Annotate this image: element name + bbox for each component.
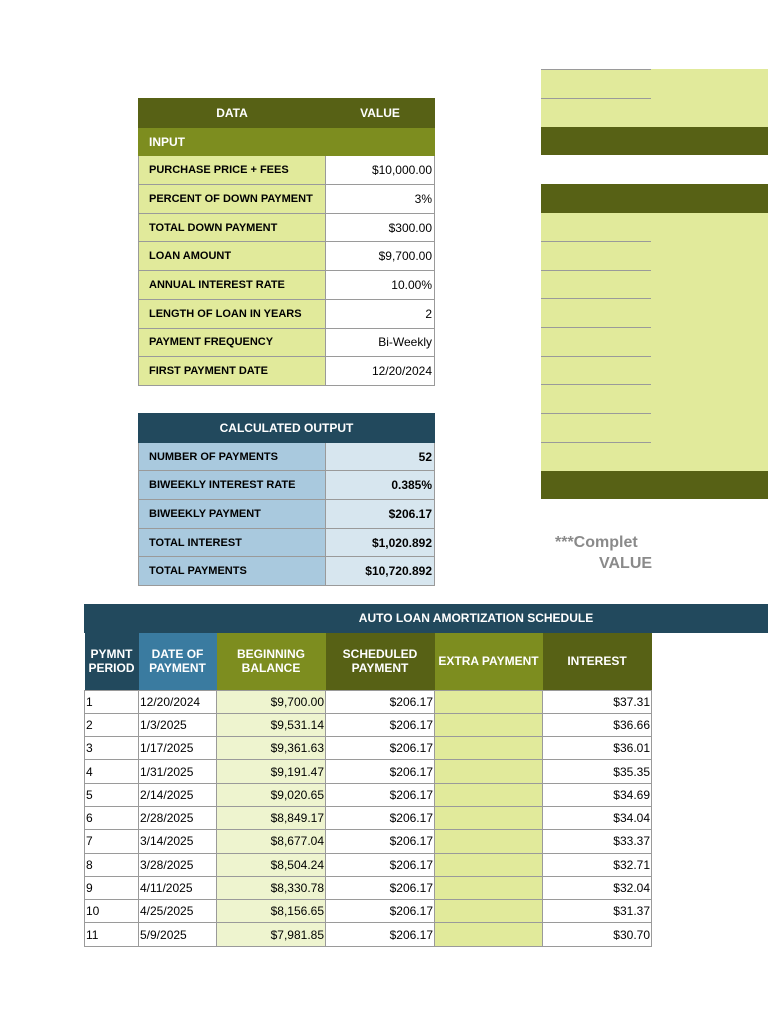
cell-sched: $206.17 bbox=[326, 713, 435, 736]
output-table-header bbox=[139, 414, 435, 443]
cell-date: 1/3/2025 bbox=[139, 713, 217, 736]
input-row bbox=[139, 271, 435, 300]
table-row bbox=[85, 713, 652, 736]
input-row bbox=[139, 299, 435, 328]
cell-extra[interactable] bbox=[435, 900, 543, 923]
col-header-date: DATE OF PAYMENT bbox=[139, 633, 217, 690]
cell-extra[interactable] bbox=[435, 737, 543, 760]
note-line-2: VALUE bbox=[599, 555, 653, 572]
table-row bbox=[85, 737, 652, 760]
cell-begin: $9,361.63 bbox=[217, 737, 326, 760]
cell-sched: $206.17 bbox=[326, 806, 435, 829]
cell-interest: $32.04 bbox=[543, 876, 652, 899]
cell-extra[interactable] bbox=[435, 713, 543, 736]
table-row bbox=[85, 806, 652, 829]
cell-begin: $9,531.14 bbox=[217, 713, 326, 736]
cell-extra[interactable] bbox=[435, 876, 543, 899]
input-value[interactable]: $10,000.00 bbox=[326, 156, 435, 185]
output-label: TOTAL INTEREST bbox=[139, 528, 326, 557]
input-table-header bbox=[139, 99, 435, 128]
input-value[interactable]: 10.00% bbox=[326, 271, 435, 300]
right-gridline bbox=[541, 270, 651, 271]
cell-extra[interactable] bbox=[435, 783, 543, 806]
right-gridline bbox=[541, 98, 651, 99]
output-value[interactable]: 52 bbox=[326, 442, 435, 471]
input-value[interactable]: 12/20/2024 bbox=[326, 357, 435, 386]
input-label: LENGTH OF LOAN IN YEARS bbox=[139, 299, 326, 328]
col-header-begin: BEGINNING BALANCE bbox=[217, 633, 326, 690]
cell-period: 7 bbox=[85, 830, 139, 853]
output-header: CALCULATED OUTPUT bbox=[139, 414, 435, 443]
cell-extra[interactable] bbox=[435, 690, 543, 713]
right-gridline bbox=[541, 298, 651, 299]
cell-interest: $36.01 bbox=[543, 737, 652, 760]
input-section-row bbox=[139, 127, 435, 156]
input-label: TOTAL DOWN PAYMENT bbox=[139, 213, 326, 242]
table-row bbox=[85, 760, 652, 783]
cell-begin: $9,191.47 bbox=[217, 760, 326, 783]
schedule-header-row bbox=[85, 633, 652, 690]
cell-date: 12/20/2024 bbox=[139, 690, 217, 713]
cell-begin: $8,504.24 bbox=[217, 853, 326, 876]
right-light-block bbox=[541, 213, 768, 471]
cell-sched: $206.17 bbox=[326, 783, 435, 806]
table-row bbox=[85, 690, 652, 713]
right-gridline bbox=[541, 69, 651, 70]
input-label: PURCHASE PRICE + FEES bbox=[139, 156, 326, 185]
cell-sched: $206.17 bbox=[326, 690, 435, 713]
cell-period: 5 bbox=[85, 783, 139, 806]
output-value[interactable]: $1,020.892 bbox=[326, 528, 435, 557]
cell-date: 4/11/2025 bbox=[139, 876, 217, 899]
input-row bbox=[139, 185, 435, 214]
col-header-extra: EXTRA PAYMENT bbox=[435, 633, 543, 690]
note-line-1: ***Complet bbox=[555, 534, 638, 551]
output-row bbox=[139, 442, 435, 471]
output-row bbox=[139, 500, 435, 529]
input-row bbox=[139, 328, 435, 357]
cell-period: 2 bbox=[85, 713, 139, 736]
header-data: DATA bbox=[139, 99, 326, 128]
cell-sched: $206.17 bbox=[326, 760, 435, 783]
input-value[interactable]: $300.00 bbox=[326, 213, 435, 242]
cell-interest: $34.04 bbox=[543, 806, 652, 829]
cell-sched: $206.17 bbox=[326, 876, 435, 899]
cell-sched: $206.17 bbox=[326, 853, 435, 876]
cell-date: 1/17/2025 bbox=[139, 737, 217, 760]
input-table bbox=[138, 98, 435, 386]
input-label: LOAN AMOUNT bbox=[139, 242, 326, 271]
output-row bbox=[139, 557, 435, 586]
output-value[interactable]: $10,720.892 bbox=[326, 557, 435, 586]
cell-interest: $32.71 bbox=[543, 853, 652, 876]
cell-date: 3/28/2025 bbox=[139, 853, 217, 876]
cell-begin: $9,700.00 bbox=[217, 690, 326, 713]
cell-period: 3 bbox=[85, 737, 139, 760]
input-value[interactable]: 3% bbox=[326, 185, 435, 214]
output-value[interactable]: $206.17 bbox=[326, 500, 435, 529]
output-label: BIWEEKLY PAYMENT bbox=[139, 500, 326, 529]
cell-interest: $34.69 bbox=[543, 783, 652, 806]
cell-period: 1 bbox=[85, 690, 139, 713]
cell-interest: $36.66 bbox=[543, 713, 652, 736]
output-table bbox=[138, 413, 435, 586]
section-input-label: INPUT bbox=[139, 127, 326, 156]
cell-begin: $9,020.65 bbox=[217, 783, 326, 806]
col-header-sched: SCHEDULED PAYMENT bbox=[326, 633, 435, 690]
right-dark-bar bbox=[541, 127, 768, 155]
cell-period: 6 bbox=[85, 806, 139, 829]
cell-period: 8 bbox=[85, 853, 139, 876]
cell-extra[interactable] bbox=[435, 806, 543, 829]
cell-date: 3/14/2025 bbox=[139, 830, 217, 853]
output-row bbox=[139, 528, 435, 557]
cell-period: 9 bbox=[85, 876, 139, 899]
right-gridline bbox=[541, 356, 651, 357]
cell-date: 1/31/2025 bbox=[139, 760, 217, 783]
right-gridline bbox=[541, 241, 651, 242]
cell-interest: $30.70 bbox=[543, 923, 652, 946]
right-gridline bbox=[541, 413, 651, 414]
cell-begin: $8,849.17 bbox=[217, 806, 326, 829]
cell-interest: $31.37 bbox=[543, 900, 652, 923]
right-dark-bar bbox=[541, 184, 768, 213]
header-value: VALUE bbox=[326, 99, 435, 128]
cell-interest: $33.37 bbox=[543, 830, 652, 853]
table-row bbox=[85, 923, 652, 946]
cell-interest: $35.35 bbox=[543, 760, 652, 783]
table-row bbox=[85, 900, 652, 923]
table-row bbox=[85, 830, 652, 853]
output-value[interactable]: 0.385% bbox=[326, 471, 435, 500]
cell-period: 10 bbox=[85, 900, 139, 923]
cell-date: 4/25/2025 bbox=[139, 900, 217, 923]
table-row bbox=[85, 876, 652, 899]
cell-extra[interactable] bbox=[435, 760, 543, 783]
cell-begin: $8,156.65 bbox=[217, 900, 326, 923]
cell-date: 2/28/2025 bbox=[139, 806, 217, 829]
output-label: BIWEEKLY INTEREST RATE bbox=[139, 471, 326, 500]
input-row bbox=[139, 242, 435, 271]
input-value[interactable]: Bi-Weekly bbox=[326, 328, 435, 357]
cell-begin: $8,677.04 bbox=[217, 830, 326, 853]
input-value[interactable]: 2 bbox=[326, 299, 435, 328]
cell-period: 11 bbox=[85, 923, 139, 946]
output-label: TOTAL PAYMENTS bbox=[139, 557, 326, 586]
cell-extra[interactable] bbox=[435, 923, 543, 946]
table-row bbox=[85, 783, 652, 806]
input-row bbox=[139, 213, 435, 242]
input-label: PAYMENT FREQUENCY bbox=[139, 328, 326, 357]
input-label: FIRST PAYMENT DATE bbox=[139, 357, 326, 386]
cell-sched: $206.17 bbox=[326, 923, 435, 946]
cell-extra[interactable] bbox=[435, 853, 543, 876]
cell-period: 4 bbox=[85, 760, 139, 783]
input-value[interactable]: $9,700.00 bbox=[326, 242, 435, 271]
schedule-table bbox=[84, 633, 652, 947]
cell-sched: $206.17 bbox=[326, 737, 435, 760]
input-label: ANNUAL INTEREST RATE bbox=[139, 271, 326, 300]
cell-interest: $37.31 bbox=[543, 690, 652, 713]
output-label: NUMBER OF PAYMENTS bbox=[139, 442, 326, 471]
schedule-title: AUTO LOAN AMORTIZATION SCHEDULE bbox=[84, 604, 768, 633]
right-gridline bbox=[541, 442, 651, 443]
input-label: PERCENT OF DOWN PAYMENT bbox=[139, 185, 326, 214]
cell-date: 2/14/2025 bbox=[139, 783, 217, 806]
cell-sched: $206.17 bbox=[326, 830, 435, 853]
cell-sched: $206.17 bbox=[326, 900, 435, 923]
input-row bbox=[139, 156, 435, 185]
section-input-blank bbox=[326, 127, 435, 156]
cell-extra[interactable] bbox=[435, 830, 543, 853]
input-row bbox=[139, 357, 435, 386]
cell-begin: $7,981.85 bbox=[217, 923, 326, 946]
right-dark-bar bbox=[541, 471, 768, 499]
col-header-interest: INTEREST bbox=[543, 633, 652, 690]
right-gridline bbox=[541, 384, 651, 385]
col-header-period: PYMNT PERIOD bbox=[85, 633, 139, 690]
table-row bbox=[85, 853, 652, 876]
right-gridline bbox=[541, 327, 651, 328]
output-row bbox=[139, 471, 435, 500]
cell-date: 5/9/2025 bbox=[139, 923, 217, 946]
cell-begin: $8,330.78 bbox=[217, 876, 326, 899]
